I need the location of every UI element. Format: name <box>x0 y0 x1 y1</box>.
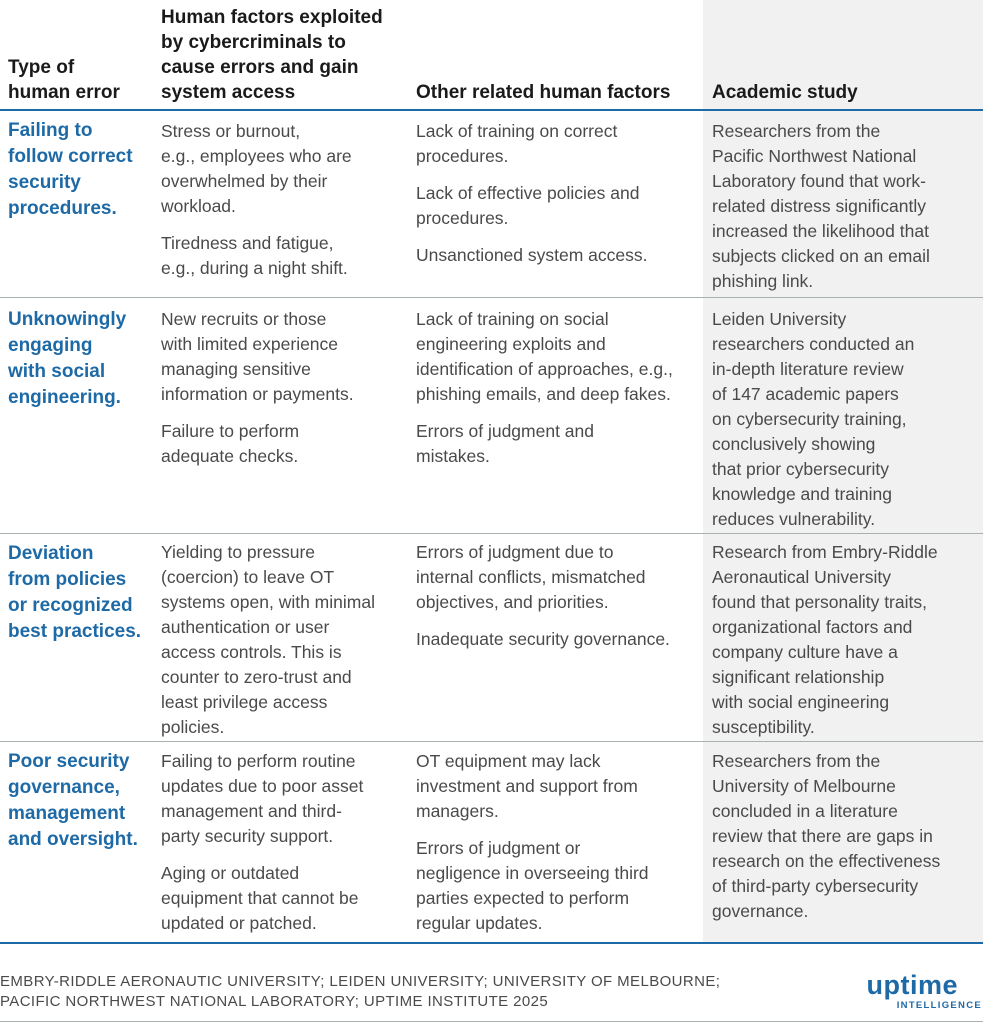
header-related-factors: Other related human factors <box>416 82 671 103</box>
header-exploited-factors: Human factors exploited by cybercriminals to cause errors and gain system access <box>161 7 383 103</box>
row-4-related-factors <box>416 749 701 936</box>
row-1-related-factors <box>416 119 701 268</box>
table-bottom-rule <box>0 942 983 944</box>
uptime-intelligence-logo <box>852 970 982 1014</box>
row-3-study-text: Research from Embry-Riddle Aeronautical University found that personality traits, organizational factors and company culture have a significant relationship with social engineering susceptibility. <box>712 542 938 737</box>
header-academic-study: Academic study <box>712 82 858 103</box>
header-type-of-error: Type of human error <box>8 57 120 103</box>
row-3-academic-study <box>712 540 977 740</box>
row-divider <box>0 297 983 298</box>
row-2-study-text: Leiden University researchers conducted an in-depth literature review of 147 academic papers on cybersecurity training, conclusively showing that prior cybersecurity knowledge and training reduces vulnerability. <box>712 309 915 529</box>
row-3-related-item: Inadequate security governance. <box>416 629 670 649</box>
logo-subtitle: INTELLIGENCE <box>896 1000 982 1011</box>
row-4-exploited-item: Failing to perform routine updates due to poor asset management and third- party security support. <box>161 751 364 846</box>
row-4-error-type: Poor security governance, management and oversight. <box>8 751 138 850</box>
row-2-exploited-item: New recruits or those with limited experience managing sensitive information or payments. <box>161 309 354 404</box>
row-1-exploited-factors <box>161 119 406 281</box>
row-2-error-type: Unknowingly engaging with social engineering. <box>8 309 127 408</box>
row-1-exploited-item: Tiredness and fatigue, e.g., during a night shift. <box>161 233 348 278</box>
row-divider <box>0 741 983 742</box>
row-divider <box>0 533 983 534</box>
row-4-related-item: OT equipment may lack investment and support from managers. <box>416 751 638 821</box>
row-4-exploited-item: Aging or outdated equipment that cannot be updated or patched. <box>161 863 359 933</box>
row-3-exploited-factors <box>161 540 406 740</box>
row-3-related-item: Errors of judgment due to internal conflicts, mismatched objectives, and priorities. <box>416 542 646 612</box>
row-4-exploited-factors <box>161 749 406 936</box>
row-2-related-factors <box>416 307 701 469</box>
row-3-related-factors <box>416 540 701 652</box>
row-1-error-type: Failing to follow correct security procedures. <box>8 120 133 219</box>
row-2-related-item: Errors of judgment and mistakes. <box>416 421 595 466</box>
row-1-study-text: Researchers from the Pacific Northwest National Laboratory found that work- related distress significantly increased the likelihood that subjects clicked on an email phishing link. <box>712 121 930 291</box>
row-3-exploited-item: Yielding to pressure (coercion) to leave OT systems open, with minimal authentication or user access controls. This is counter to zero-trust and least privilege access policies. <box>161 542 375 737</box>
source-note: EMBRY-RIDDLE AERONAUTIC UNIVERSITY; LEIDEN UNIVERSITY; UNIVERSITY OF MELBOURNE; PACIFIC NORTHWEST NATIONAL LABORATORY; UPTIME INSTITUTE 2025 <box>0 973 721 1010</box>
row-4-study-text: Researchers from the University of Melbourne concluded in a literature review that there are gaps in research on the effectiveness of third-party cybersecurity governance. <box>712 751 941 921</box>
row-1-related-item: Lack of effective policies and procedures. <box>416 183 640 228</box>
footer-rule <box>0 1021 983 1022</box>
row-1-exploited-item: Stress or burnout, e.g., employees who are overwhelmed by their workload. <box>161 121 352 216</box>
row-1-related-item: Unsanctioned system access. <box>416 245 648 265</box>
row-1-academic-study <box>712 119 977 294</box>
row-2-exploited-item: Failure to perform adequate checks. <box>161 421 300 466</box>
row-2-exploited-factors <box>161 307 406 469</box>
row-2-academic-study <box>712 307 977 532</box>
row-1-related-item: Lack of training on correct procedures. <box>416 121 618 166</box>
row-3-error-type: Deviation from policies or recognized best practices. <box>8 543 142 642</box>
header-divider <box>0 109 983 111</box>
row-4-related-item: Errors of judgment or negligence in overseeing third parties expected to perform regular updates. <box>416 838 649 933</box>
row-4-academic-study <box>712 749 977 924</box>
row-2-related-item: Lack of training on social engineering exploits and identification of approaches, e.g., phishing emails, and deep fakes. <box>416 309 673 404</box>
logo-wordmark: uptime <box>866 970 958 1000</box>
